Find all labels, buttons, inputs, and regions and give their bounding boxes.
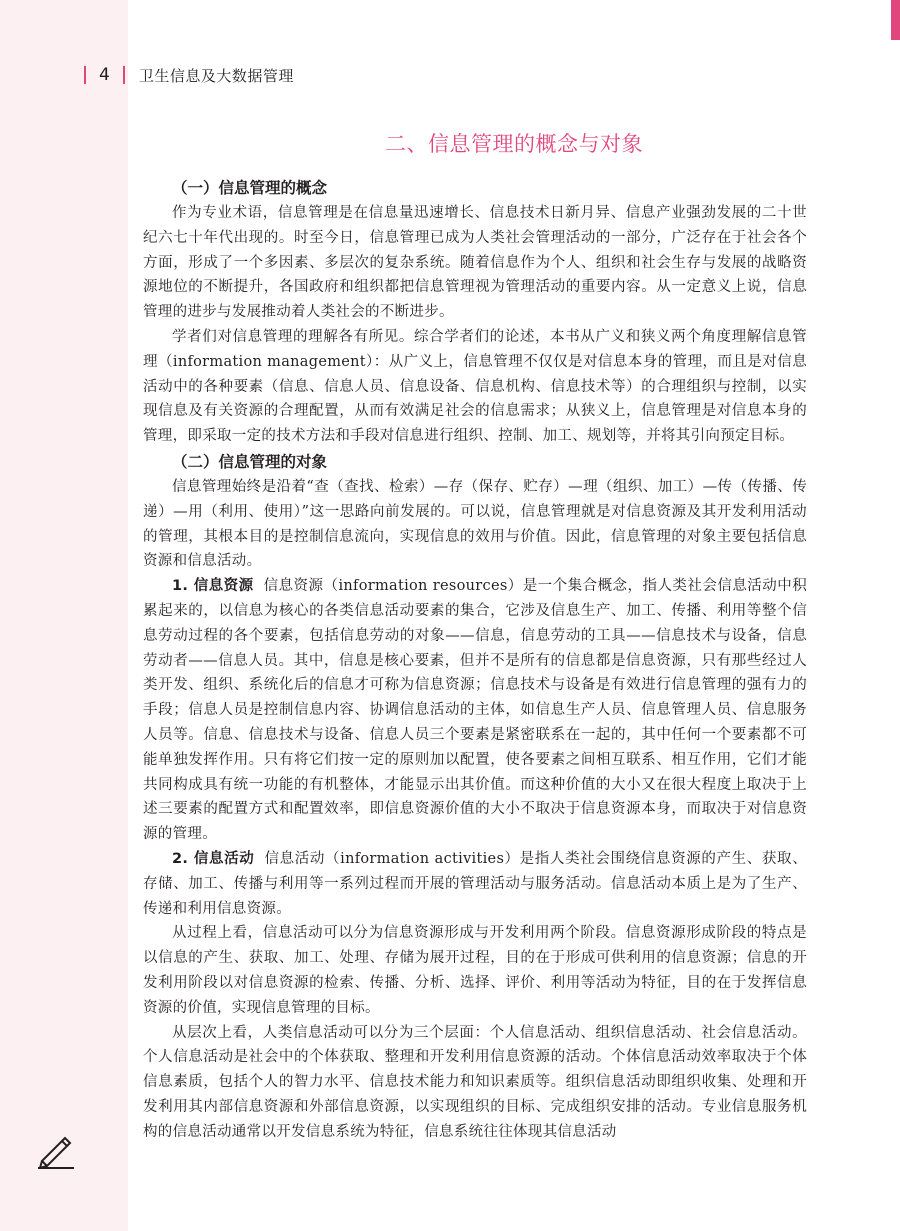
pencil-icon	[36, 1135, 76, 1169]
corner-tab	[891, 0, 900, 40]
body-text	[143, 175, 807, 1144]
running-head	[84, 63, 294, 87]
item-text: 信息活动（information activities）是指人类社会围绕信息资源的产生、获取、存储、加工、传播与利用等一系列过程而开展的管理活动与服务活动。信息活动本质上是为了生产、传递和利用信息资源。	[143, 850, 807, 917]
paragraph: 从过程上看，信息活动可以分为信息资源形成与开发利用两个阶段。信息资源形成阶段的特点是以信息的产生、获取、加工、处理、存储为展开过程，目的在于形成可供利用的信息资源；信息的开发利用阶段以对信息资源的检索、传播、分析、选择、评价、利用等活动为特征，目的在于发挥信息资源的价值，实现信息管理的目标。	[143, 925, 807, 1016]
paragraph: 信息管理始终是沿着“查（查找、检索）—存（保存、贮存）—理（组织、加工）—传（传播、传递）—用（利用、使用）”这一思路向前发展的。可以说，信息管理就是对信息资源及其开发利用活动的管理，其根本目的是控制信息流向，实现信息的效用与价值。因此，信息管理的对象主要包括信息资源和信息活动。	[143, 478, 807, 570]
subsection-heading-object: （二）信息管理的对象	[172, 452, 328, 471]
left-margin-strip	[0, 0, 128, 1231]
paragraph-information-resources	[143, 574, 807, 847]
section-title: 二、信息管理的概念与对象	[385, 132, 643, 156]
item-label-information-activities: 2. 信息活动	[172, 850, 255, 867]
page-number: 4	[99, 65, 110, 85]
paragraph: 作为专业术语，信息管理是在信息量迅速增长、信息技术日新月异、信息产业强劲发展的二十世纪六七十年代出现的。时至今日，信息管理已成为人类社会管理活动的一部分，广泛存在于社会各个方面，形成了一个多因素、多层次的复杂系统。随着信息作为个人、组织和社会生存与发展的战略资源地位的不断提升，各国政府和组织都把信息管理视为管理活动的重要内容。从一定意义上说，信息管理的进步与发展推动着人类社会的不断进步。	[143, 205, 807, 321]
item-label-information-resources: 1. 信息资源	[172, 578, 254, 595]
item-text: 信息资源（information resources）是一个集合概念，指人类社会信息活动中积累起来的，以信息为核心的各类信息活动要素的集合，它涉及信息生产、加工、传播、利用等整个信息劳动过程的各个要素，包括信息劳动的对象——信息，信息劳动的工具——信息技术与设备，信息劳动者——信息人员。其中，信息是核心要素，但并不是所有的信息都是信息资源，只有那些经过人类开发、组织、系统化后的信息才可称为信息资源；信息技术与设备是有效进行信息管理的强有力的手段；信息人员是控制信息内容、协调信息活动的主体，如信息生产人员、信息管理人员、信息服务人员等。信息、信息技术与设备、信息人员三个要素是紧密联系在一起的，其中任何一个要素都不可能单独发挥作用。只有将它们按一定的原则加以配置，使各要素之间相互联系、相互作用，它们才能共同构成具有统一功能的有机整体，才能显示出其价值。而这种价值的大小又在很大程度上取决于上述三要素的配置方式和配置效率，即信息资源价值的大小不取决于信息资源本身，而取决于对信息资源的管理。	[143, 578, 807, 843]
book-title: 卫生信息及大数据管理	[138, 66, 294, 85]
paragraph: 从层次上看，人类信息活动可以分为三个层面：个人信息活动、组织信息活动、社会信息活动。个人信息活动是社会中的个体获取、整理和开发利用信息资源的活动。个体信息活动效率取决于个体信息素质，包括个人的智力水平、信息技术能力和知识素质等。组织信息活动即组织收集、处理和开发利用其内部信息资源和外部信息资源，以实现组织的目标、完成组织安排的活动。专业信息服务机构的信息活动通常以开发信息系统为特征，信息系统往往体现其信息活动	[143, 1024, 807, 1140]
paragraph-information-activities	[143, 847, 807, 921]
subsection-heading-concept: （一）信息管理的概念	[172, 179, 328, 197]
paragraph: 学者们对信息管理的理解各有所见。综合学者们的论述，本书从广义和狭义两个角度理解信息管理（information management）：从广义上，信息管理不仅仅是对信息本身的管理，而且是对信息活动中的各种要素（信息、信息人员、信息设备、信息机构、信息技术等）的合理组织与控制，以实现信息及有关资源的合理配置，从而有效满足社会的信息需求；从狭义上，信息管理是对信息本身的管理，即采取一定的技术方法和手段对信息进行组织、控制、加工、规划等，并将其引向预定目标。	[143, 328, 807, 445]
